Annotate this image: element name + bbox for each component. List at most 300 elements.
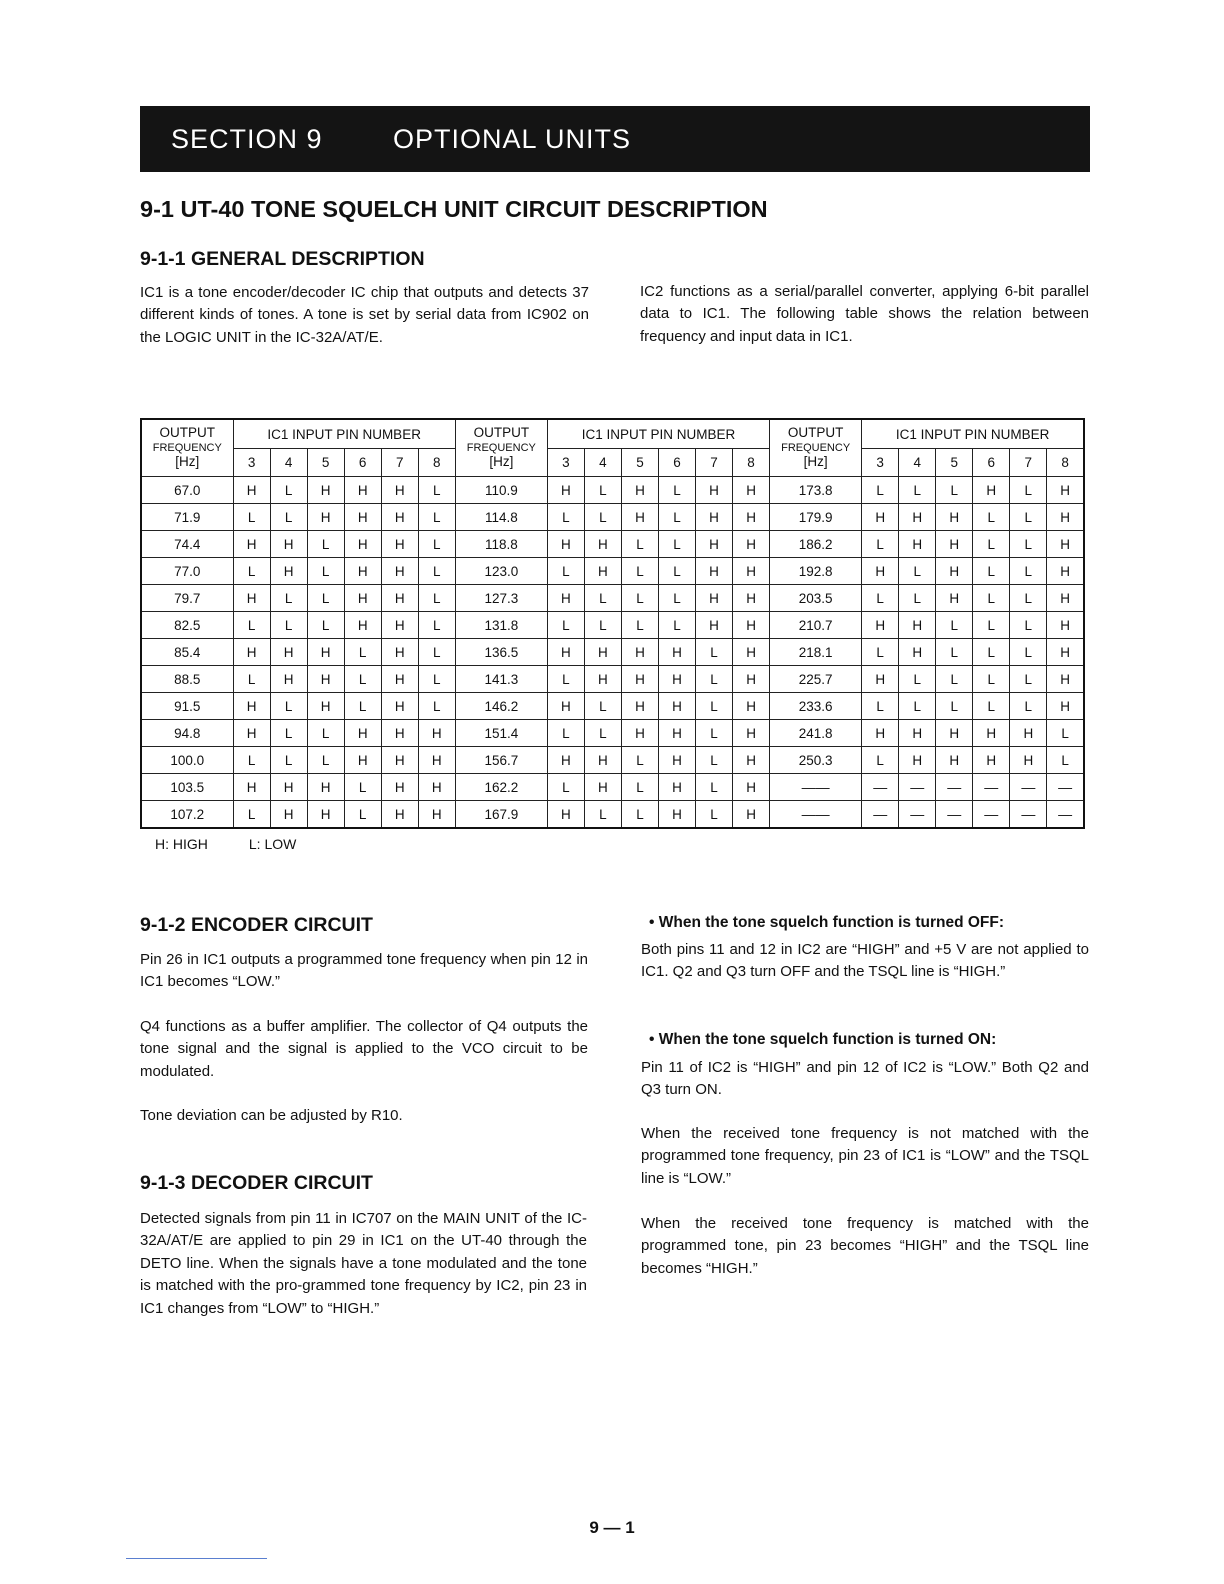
pin-state-cell: L: [973, 693, 1010, 720]
tone-table-body: [141, 477, 1084, 829]
frequency-cell: 91.5: [141, 693, 233, 720]
table-header-row: [141, 419, 1084, 449]
pin-state-cell: L: [696, 639, 733, 666]
pin-state-cell: H: [973, 720, 1010, 747]
pin-state-cell: H: [381, 747, 418, 774]
pin-state-cell: H: [270, 639, 307, 666]
general-description-left: IC1 is a tone encoder/decoder IC chip that outputs and detects 37 different kinds of tones. A tone is set by serial data from IC902 on the LOGIC UNIT in the IC-32A/AT/E.: [140, 284, 589, 346]
pin-state-cell: L: [936, 639, 973, 666]
pin-state-cell: H: [733, 585, 770, 612]
pin-state-cell: H: [733, 612, 770, 639]
pin-state-cell: L: [344, 774, 381, 801]
encoder-paragraph-2: Q4 functions as a buffer amplifier. The collector of Q4 outputs the tone signal and the signal is applied to the VCO circuit to be modulated.: [140, 1018, 588, 1080]
freq-header: OUTPUT FREQUENCY [Hz]: [770, 419, 862, 477]
pin-state-cell: H: [270, 558, 307, 585]
pin-state-cell: H: [733, 531, 770, 558]
pin-state-cell: H: [733, 693, 770, 720]
frequency-cell: 141.3: [455, 666, 547, 693]
pin-group-header: IC1 INPUT PIN NUMBER: [862, 419, 1084, 449]
freq-header: OUTPUT FREQUENCY [Hz]: [455, 419, 547, 477]
pin-state-cell: L: [936, 612, 973, 639]
encoder-paragraph-3: Tone deviation can be adjusted by R10.: [140, 1107, 403, 1124]
pin-state-cell: H: [696, 558, 733, 585]
table-row: [141, 558, 1084, 585]
general-description-right: IC2 functions as a serial/parallel converter, applying 6-bit parallel data to IC1. The following table shows the relation between frequency and input data in IC1.: [640, 283, 1089, 345]
pin-state-cell: H: [936, 585, 973, 612]
pin-state-cell: H: [936, 720, 973, 747]
pin-state-cell: L: [621, 774, 658, 801]
frequency-cell: 107.2: [141, 801, 233, 829]
pin-state-cell: —: [862, 774, 899, 801]
pin-number: 7: [1010, 449, 1047, 477]
legend-high: H: HIGH: [155, 836, 208, 852]
pin-state-cell: L: [973, 504, 1010, 531]
pin-state-cell: H: [1047, 666, 1084, 693]
frequency-cell: 77.0: [141, 558, 233, 585]
pin-state-cell: L: [696, 693, 733, 720]
pin-state-cell: L: [899, 477, 936, 504]
pin-state-cell: L: [418, 585, 455, 612]
pin-state-cell: L: [1010, 504, 1047, 531]
pin-state-cell: L: [658, 504, 695, 531]
pin-state-cell: L: [584, 612, 621, 639]
pin-state-cell: L: [233, 612, 270, 639]
pin-group-header: IC1 INPUT PIN NUMBER: [547, 419, 769, 449]
pin-state-cell: H: [418, 801, 455, 829]
pin-state-cell: L: [621, 558, 658, 585]
tsql-on-heading: • When the tone squelch function is turned ON:: [649, 1031, 997, 1048]
pin-state-cell: H: [1047, 585, 1084, 612]
pin-state-cell: L: [270, 612, 307, 639]
pin-number: 3: [862, 449, 899, 477]
pin-state-cell: L: [1010, 693, 1047, 720]
pin-state-cell: L: [584, 693, 621, 720]
heading-9-1-2: 9-1-2 ENCODER CIRCUIT: [140, 914, 373, 936]
tsql-on-paragraph-3: When the received tone frequency is matched with the programmed tone, pin 23 becomes “HIGH” and the TSQL line becomes “HIGH.”: [641, 1215, 1089, 1277]
pin-number: 3: [547, 449, 584, 477]
pin-state-cell: L: [233, 504, 270, 531]
pin-state-cell: H: [1047, 693, 1084, 720]
pin-state-cell: H: [899, 531, 936, 558]
tone-frequency-table: [140, 418, 1085, 829]
table-row: [141, 531, 1084, 558]
pin-number: 8: [1047, 449, 1084, 477]
frequency-cell: 110.9: [455, 477, 547, 504]
pin-state-cell: —: [1047, 801, 1084, 829]
pin-state-cell: H: [899, 504, 936, 531]
pin-state-cell: —: [936, 774, 973, 801]
frequency-cell: ——: [770, 801, 862, 829]
pin-state-cell: L: [418, 666, 455, 693]
pin-number: 4: [899, 449, 936, 477]
pin-state-cell: H: [307, 666, 344, 693]
pin-state-cell: H: [381, 693, 418, 720]
pin-state-cell: H: [584, 531, 621, 558]
frequency-cell: 74.4: [141, 531, 233, 558]
pin-state-cell: H: [733, 747, 770, 774]
frequency-cell: 103.5: [141, 774, 233, 801]
frequency-cell: 192.8: [770, 558, 862, 585]
frequency-cell: 233.6: [770, 693, 862, 720]
pin-state-cell: H: [733, 639, 770, 666]
pin-state-cell: H: [658, 639, 695, 666]
pin-state-cell: H: [733, 666, 770, 693]
pin-state-cell: H: [1010, 747, 1047, 774]
pin-number: 4: [584, 449, 621, 477]
pin-number: 7: [381, 449, 418, 477]
tsql-on-paragraph-1: Pin 11 of IC2 is “HIGH” and pin 12 of IC2 is “LOW.” Both Q2 and Q3 turn ON.: [641, 1059, 1089, 1099]
pin-state-cell: L: [862, 477, 899, 504]
pin-state-cell: H: [899, 747, 936, 774]
pin-state-cell: H: [307, 504, 344, 531]
pin-state-cell: —: [1047, 774, 1084, 801]
pin-state-cell: H: [233, 639, 270, 666]
pin-state-cell: L: [344, 801, 381, 829]
pin-state-cell: H: [584, 774, 621, 801]
frequency-cell: 156.7: [455, 747, 547, 774]
pin-state-cell: H: [733, 720, 770, 747]
pin-state-cell: L: [899, 585, 936, 612]
pin-state-cell: H: [344, 504, 381, 531]
frequency-cell: 151.4: [455, 720, 547, 747]
pin-state-cell: H: [696, 504, 733, 531]
pin-state-cell: H: [584, 558, 621, 585]
pin-state-cell: L: [973, 558, 1010, 585]
pin-number: 8: [418, 449, 455, 477]
pin-state-cell: L: [696, 801, 733, 829]
frequency-cell: 250.3: [770, 747, 862, 774]
pin-state-cell: H: [381, 585, 418, 612]
pin-state-cell: H: [658, 747, 695, 774]
pin-state-cell: L: [547, 666, 584, 693]
pin-state-cell: H: [381, 504, 418, 531]
heading-9-1-1: 9-1-1 GENERAL DESCRIPTION: [140, 248, 425, 270]
pin-state-cell: H: [899, 639, 936, 666]
pin-state-cell: L: [658, 612, 695, 639]
pin-state-cell: L: [973, 585, 1010, 612]
pin-state-cell: L: [658, 531, 695, 558]
pin-state-cell: —: [899, 774, 936, 801]
pin-state-cell: H: [344, 612, 381, 639]
pin-state-cell: H: [547, 477, 584, 504]
pin-state-cell: H: [621, 666, 658, 693]
pin-state-cell: L: [973, 639, 1010, 666]
pin-state-cell: H: [307, 477, 344, 504]
pin-state-cell: H: [233, 774, 270, 801]
pin-state-cell: L: [307, 531, 344, 558]
pin-state-cell: L: [418, 612, 455, 639]
pin-number: 3: [233, 449, 270, 477]
legend-low: L: LOW: [248, 836, 297, 852]
pin-state-cell: H: [862, 558, 899, 585]
frequency-cell: 114.8: [455, 504, 547, 531]
table-row: [141, 693, 1084, 720]
pin-state-cell: H: [584, 666, 621, 693]
pin-number: 6: [658, 449, 695, 477]
pin-state-cell: L: [547, 774, 584, 801]
pin-state-cell: L: [658, 558, 695, 585]
pin-group-header: IC1 INPUT PIN NUMBER: [233, 419, 455, 449]
pin-state-cell: L: [307, 585, 344, 612]
pin-number: 5: [307, 449, 344, 477]
pin-state-cell: H: [344, 720, 381, 747]
pin-state-cell: L: [899, 666, 936, 693]
pin-state-cell: H: [381, 639, 418, 666]
table-row: [141, 504, 1084, 531]
pin-state-cell: H: [547, 585, 584, 612]
pin-state-cell: L: [270, 747, 307, 774]
frequency-cell: 127.3: [455, 585, 547, 612]
pin-state-cell: L: [621, 801, 658, 829]
pin-state-cell: H: [936, 531, 973, 558]
pin-state-cell: L: [233, 666, 270, 693]
pin-state-cell: H: [696, 585, 733, 612]
frequency-cell: 94.8: [141, 720, 233, 747]
pin-state-cell: —: [936, 801, 973, 829]
pin-state-cell: L: [418, 558, 455, 585]
pin-state-cell: L: [418, 693, 455, 720]
frequency-cell: 118.8: [455, 531, 547, 558]
pin-state-cell: H: [344, 531, 381, 558]
pin-state-cell: H: [418, 720, 455, 747]
frequency-cell: ——: [770, 774, 862, 801]
tsql-on-paragraph-2: When the received tone frequency is not matched with the programmed tone frequency, pin 23 of IC1 is “LOW” and the TSQL line is “LOW.”: [641, 1125, 1089, 1187]
pin-state-cell: H: [658, 720, 695, 747]
pin-state-cell: H: [547, 693, 584, 720]
page-number: 9 — 1: [589, 1518, 635, 1537]
pin-state-cell: L: [973, 666, 1010, 693]
table-row: [141, 720, 1084, 747]
pin-state-cell: H: [270, 666, 307, 693]
pin-state-cell: L: [862, 747, 899, 774]
pin-state-cell: L: [1010, 558, 1047, 585]
table-row: [141, 666, 1084, 693]
pin-state-cell: H: [658, 693, 695, 720]
pin-state-cell: H: [547, 747, 584, 774]
pin-number: 6: [344, 449, 381, 477]
pin-state-cell: H: [233, 693, 270, 720]
pin-state-cell: L: [936, 666, 973, 693]
pin-state-cell: H: [344, 558, 381, 585]
pin-state-cell: H: [899, 720, 936, 747]
pin-state-cell: L: [1010, 531, 1047, 558]
tsql-off-paragraph: Both pins 11 and 12 in IC2 are “HIGH” and +5 V are not applied to IC1. Q2 and Q3 turn OFF and the TSQL line is “HIGH.”: [641, 941, 1089, 981]
pin-state-cell: H: [936, 504, 973, 531]
pin-state-cell: L: [862, 639, 899, 666]
pin-state-cell: L: [418, 477, 455, 504]
pin-state-cell: H: [696, 477, 733, 504]
pin-state-cell: L: [696, 774, 733, 801]
pin-state-cell: H: [1047, 504, 1084, 531]
pin-state-cell: L: [307, 612, 344, 639]
pin-state-cell: L: [658, 585, 695, 612]
pin-state-cell: L: [418, 504, 455, 531]
pin-state-cell: H: [1047, 558, 1084, 585]
section-title: OPTIONAL UNITS: [393, 123, 632, 154]
heading-9-1: 9-1 UT-40 TONE SQUELCH UNIT CIRCUIT DESCRIPTION: [140, 196, 768, 222]
pin-state-cell: L: [344, 666, 381, 693]
pin-state-cell: L: [418, 531, 455, 558]
pin-state-cell: L: [621, 612, 658, 639]
pin-state-cell: H: [418, 747, 455, 774]
frequency-cell: 186.2: [770, 531, 862, 558]
pin-state-cell: H: [621, 504, 658, 531]
section-banner: [140, 106, 1090, 172]
pin-state-cell: H: [899, 612, 936, 639]
pin-state-cell: H: [381, 801, 418, 829]
pin-number: 4: [270, 449, 307, 477]
pin-state-cell: H: [936, 558, 973, 585]
pin-state-cell: H: [547, 639, 584, 666]
pin-state-cell: L: [1010, 639, 1047, 666]
pin-state-cell: H: [658, 666, 695, 693]
pin-state-cell: L: [1010, 585, 1047, 612]
pin-state-cell: H: [381, 477, 418, 504]
pin-state-cell: L: [307, 558, 344, 585]
pin-state-cell: L: [621, 531, 658, 558]
pin-state-cell: H: [270, 774, 307, 801]
pin-state-cell: —: [973, 774, 1010, 801]
pin-state-cell: H: [733, 558, 770, 585]
frequency-cell: 71.9: [141, 504, 233, 531]
frequency-cell: 241.8: [770, 720, 862, 747]
pin-state-cell: L: [270, 693, 307, 720]
table-row: [141, 801, 1084, 829]
table-row: [141, 747, 1084, 774]
pin-state-cell: L: [547, 504, 584, 531]
table-row: [141, 774, 1084, 801]
frequency-cell: 82.5: [141, 612, 233, 639]
pin-state-cell: H: [307, 639, 344, 666]
pin-state-cell: L: [1010, 477, 1047, 504]
pin-state-cell: H: [862, 612, 899, 639]
pin-state-cell: H: [547, 801, 584, 829]
pin-state-cell: —: [899, 801, 936, 829]
frequency-cell: 88.5: [141, 666, 233, 693]
freq-header: OUTPUT FREQUENCY [Hz]: [141, 419, 233, 477]
pin-state-cell: L: [899, 558, 936, 585]
pin-state-cell: —: [1010, 801, 1047, 829]
pin-state-cell: H: [584, 639, 621, 666]
pin-state-cell: H: [381, 558, 418, 585]
table-legend: [155, 836, 296, 852]
pin-state-cell: H: [270, 531, 307, 558]
pin-state-cell: L: [936, 477, 973, 504]
pin-number-row: [141, 449, 1084, 477]
pin-state-cell: L: [696, 720, 733, 747]
pin-number: 5: [936, 449, 973, 477]
pin-state-cell: H: [621, 639, 658, 666]
pin-number: 7: [696, 449, 733, 477]
pin-state-cell: H: [344, 477, 381, 504]
pin-state-cell: L: [344, 693, 381, 720]
pin-state-cell: H: [936, 747, 973, 774]
frequency-cell: 85.4: [141, 639, 233, 666]
pin-state-cell: L: [862, 531, 899, 558]
pin-state-cell: H: [621, 477, 658, 504]
pin-state-cell: H: [344, 585, 381, 612]
pin-state-cell: H: [1047, 531, 1084, 558]
pin-state-cell: H: [862, 666, 899, 693]
pin-state-cell: L: [1047, 747, 1084, 774]
pin-state-cell: H: [381, 531, 418, 558]
pin-state-cell: —: [973, 801, 1010, 829]
pin-state-cell: H: [584, 747, 621, 774]
pin-state-cell: L: [270, 504, 307, 531]
frequency-cell: 179.9: [770, 504, 862, 531]
pin-state-cell: H: [1047, 612, 1084, 639]
pin-state-cell: L: [696, 747, 733, 774]
pin-state-cell: L: [696, 666, 733, 693]
pin-state-cell: L: [658, 477, 695, 504]
frequency-cell: 167.9: [455, 801, 547, 829]
pin-state-cell: H: [307, 693, 344, 720]
frequency-cell: 100.0: [141, 747, 233, 774]
pin-state-cell: L: [418, 639, 455, 666]
pin-state-cell: H: [1010, 720, 1047, 747]
pin-state-cell: L: [547, 612, 584, 639]
heading-9-1-3: 9-1-3 DECODER CIRCUIT: [140, 1172, 373, 1194]
table-row: [141, 585, 1084, 612]
pin-state-cell: L: [547, 558, 584, 585]
pin-state-cell: L: [307, 747, 344, 774]
pin-number: 5: [621, 449, 658, 477]
pin-state-cell: L: [270, 720, 307, 747]
frequency-cell: 146.2: [455, 693, 547, 720]
decoder-paragraph: Detected signals from pin 11 in IC707 on the MAIN UNIT of the IC-32A/AT/E are applied to pin 29 in IC1 on the UT-40 through the DETO line. When the signals have a tone modulated and the tone is matched with the pro-grammed tone frequency by IC2, pin 23 in IC1 changes from “LOW” to “HIGH.”: [140, 1210, 587, 1317]
pin-state-cell: L: [270, 477, 307, 504]
pin-number: 6: [973, 449, 1010, 477]
pin-state-cell: L: [307, 720, 344, 747]
pin-state-cell: H: [973, 747, 1010, 774]
pin-number: 8: [733, 449, 770, 477]
frequency-cell: 173.8: [770, 477, 862, 504]
pin-state-cell: —: [862, 801, 899, 829]
tsql-off-heading: • When the tone squelch function is turned OFF:: [649, 914, 1005, 931]
pin-state-cell: H: [233, 585, 270, 612]
pin-state-cell: H: [658, 774, 695, 801]
pin-state-cell: L: [621, 747, 658, 774]
pin-state-cell: L: [233, 558, 270, 585]
pin-state-cell: L: [584, 585, 621, 612]
frequency-cell: 79.7: [141, 585, 233, 612]
pin-state-cell: L: [973, 612, 1010, 639]
pin-state-cell: H: [381, 666, 418, 693]
pin-state-cell: L: [936, 693, 973, 720]
pin-state-cell: H: [733, 774, 770, 801]
pin-state-cell: L: [584, 801, 621, 829]
frequency-cell: 131.8: [455, 612, 547, 639]
pin-state-cell: L: [862, 693, 899, 720]
pin-state-cell: H: [381, 612, 418, 639]
pin-state-cell: L: [584, 477, 621, 504]
encoder-paragraph-1: Pin 26 in IC1 outputs a programmed tone frequency when pin 12 in IC1 becomes “LOW.”: [140, 951, 588, 991]
table-row: [141, 639, 1084, 666]
frequency-cell: 123.0: [455, 558, 547, 585]
pin-state-cell: H: [1047, 639, 1084, 666]
pin-state-cell: L: [899, 693, 936, 720]
pin-state-cell: H: [696, 612, 733, 639]
pin-state-cell: H: [381, 720, 418, 747]
pin-state-cell: L: [584, 720, 621, 747]
pin-state-cell: H: [381, 774, 418, 801]
pin-state-cell: H: [973, 477, 1010, 504]
table-row: [141, 477, 1084, 504]
pin-state-cell: L: [584, 504, 621, 531]
frequency-cell: 67.0: [141, 477, 233, 504]
pin-state-cell: H: [658, 801, 695, 829]
pin-state-cell: L: [233, 747, 270, 774]
